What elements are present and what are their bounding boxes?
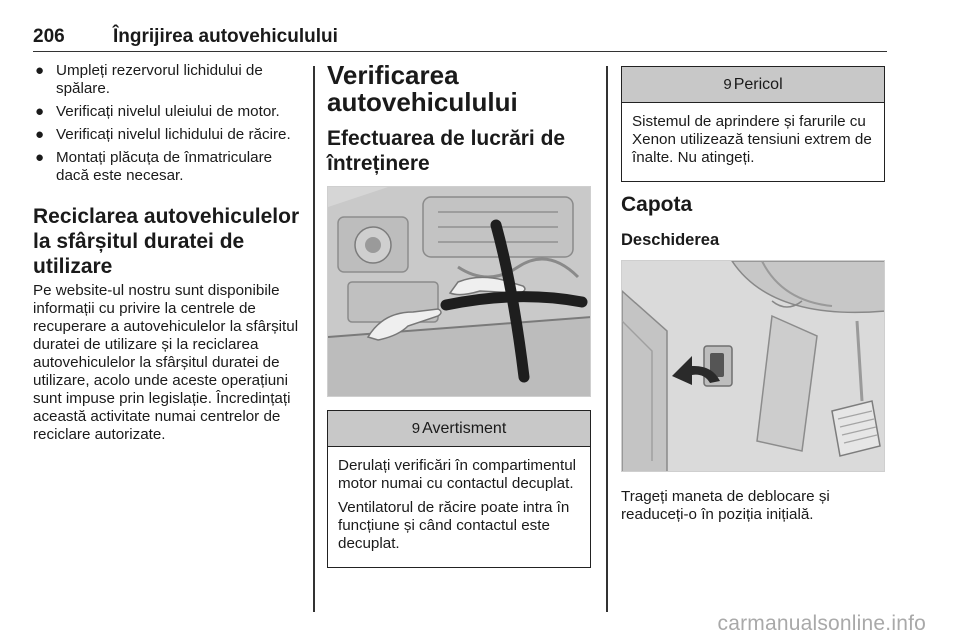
- danger-box-body: [622, 103, 884, 181]
- recycling-heading: Reciclarea autovehiculelor la sfârșitul duratei de utilizare: [33, 205, 300, 278]
- danger-text: Sistemul de aprindere și farurile cu Xenon utilizează tensiuni extrem de înalte. Nu atingeți.: [632, 113, 872, 166]
- section-title: Verificarea autovehiculului: [327, 60, 518, 117]
- list-item: ● Verificați nivelul lichidului de răcire.: [35, 126, 291, 143]
- bullet-icon: ●: [35, 149, 45, 166]
- warning-text-2: Ventilatorul de răcire poate intra în funcțiune și când contactul este decuplat.: [338, 499, 570, 552]
- bullet-icon: ●: [35, 62, 45, 79]
- page-header: [33, 22, 887, 52]
- list-item: ● Umpleți rezervorul lichidului de spălare.: [35, 62, 263, 97]
- warning-box: [327, 410, 591, 568]
- maintenance-checklist: [33, 62, 301, 185]
- warning-box-header: [328, 411, 590, 447]
- hood-heading: Capota: [621, 193, 693, 216]
- danger-icon: 9: [723, 76, 732, 93]
- bullet-icon: ●: [35, 126, 45, 143]
- left-column: [33, 62, 301, 444]
- warning-box-body: [328, 447, 590, 567]
- hood-release-illustration: [621, 260, 885, 472]
- warning-heading: Avertisment: [422, 419, 507, 437]
- watermark: carmanualsonline.info: [717, 612, 926, 635]
- bullet-icon: ●: [35, 103, 45, 120]
- list-item: ● Montați plăcuța de înmatriculare dacă este necesar.: [35, 149, 273, 184]
- engine-image: [328, 187, 591, 397]
- list-item: ● Verificați nivelul uleiului de motor.: [35, 103, 280, 120]
- hood-release-image: [622, 261, 885, 472]
- middle-column: [327, 62, 591, 568]
- danger-heading: Pericol: [733, 75, 783, 93]
- recycling-text: Pe website-ul nostru sunt disponibile informații cu privire la centrele de recuperare a autovehiculelor la sfârșitul duratei de utilizare și la reciclarea autovehiculelor la sfârșitul duratei de utilizare, acolo unde aceste operațiuni sunt impuse prin legislație. Încredințați această activitate numai centrelor de reciclare autorizate.: [33, 282, 299, 443]
- opening-instructions: Trageți maneta de deblocare și readuceți-o în poziția inițială.: [621, 488, 830, 523]
- warning-icon: 9: [411, 420, 421, 437]
- engine-compartment-illustration: [327, 186, 591, 397]
- column-divider-right: [606, 66, 608, 612]
- chapter-title: Îngrijirea autovehiculului: [113, 26, 338, 47]
- right-column: [621, 62, 885, 524]
- section-subtitle: Efectuarea de lucrări de întreținere: [327, 127, 566, 175]
- danger-box-header: [622, 67, 884, 103]
- opening-heading: Deschiderea: [621, 231, 720, 249]
- page-number: 206: [33, 26, 65, 47]
- warning-text-1: Derulați verificări în compartimentul motor numai cu contactul decuplat.: [338, 457, 577, 492]
- danger-box: [621, 66, 885, 182]
- column-divider-left: [313, 66, 315, 612]
